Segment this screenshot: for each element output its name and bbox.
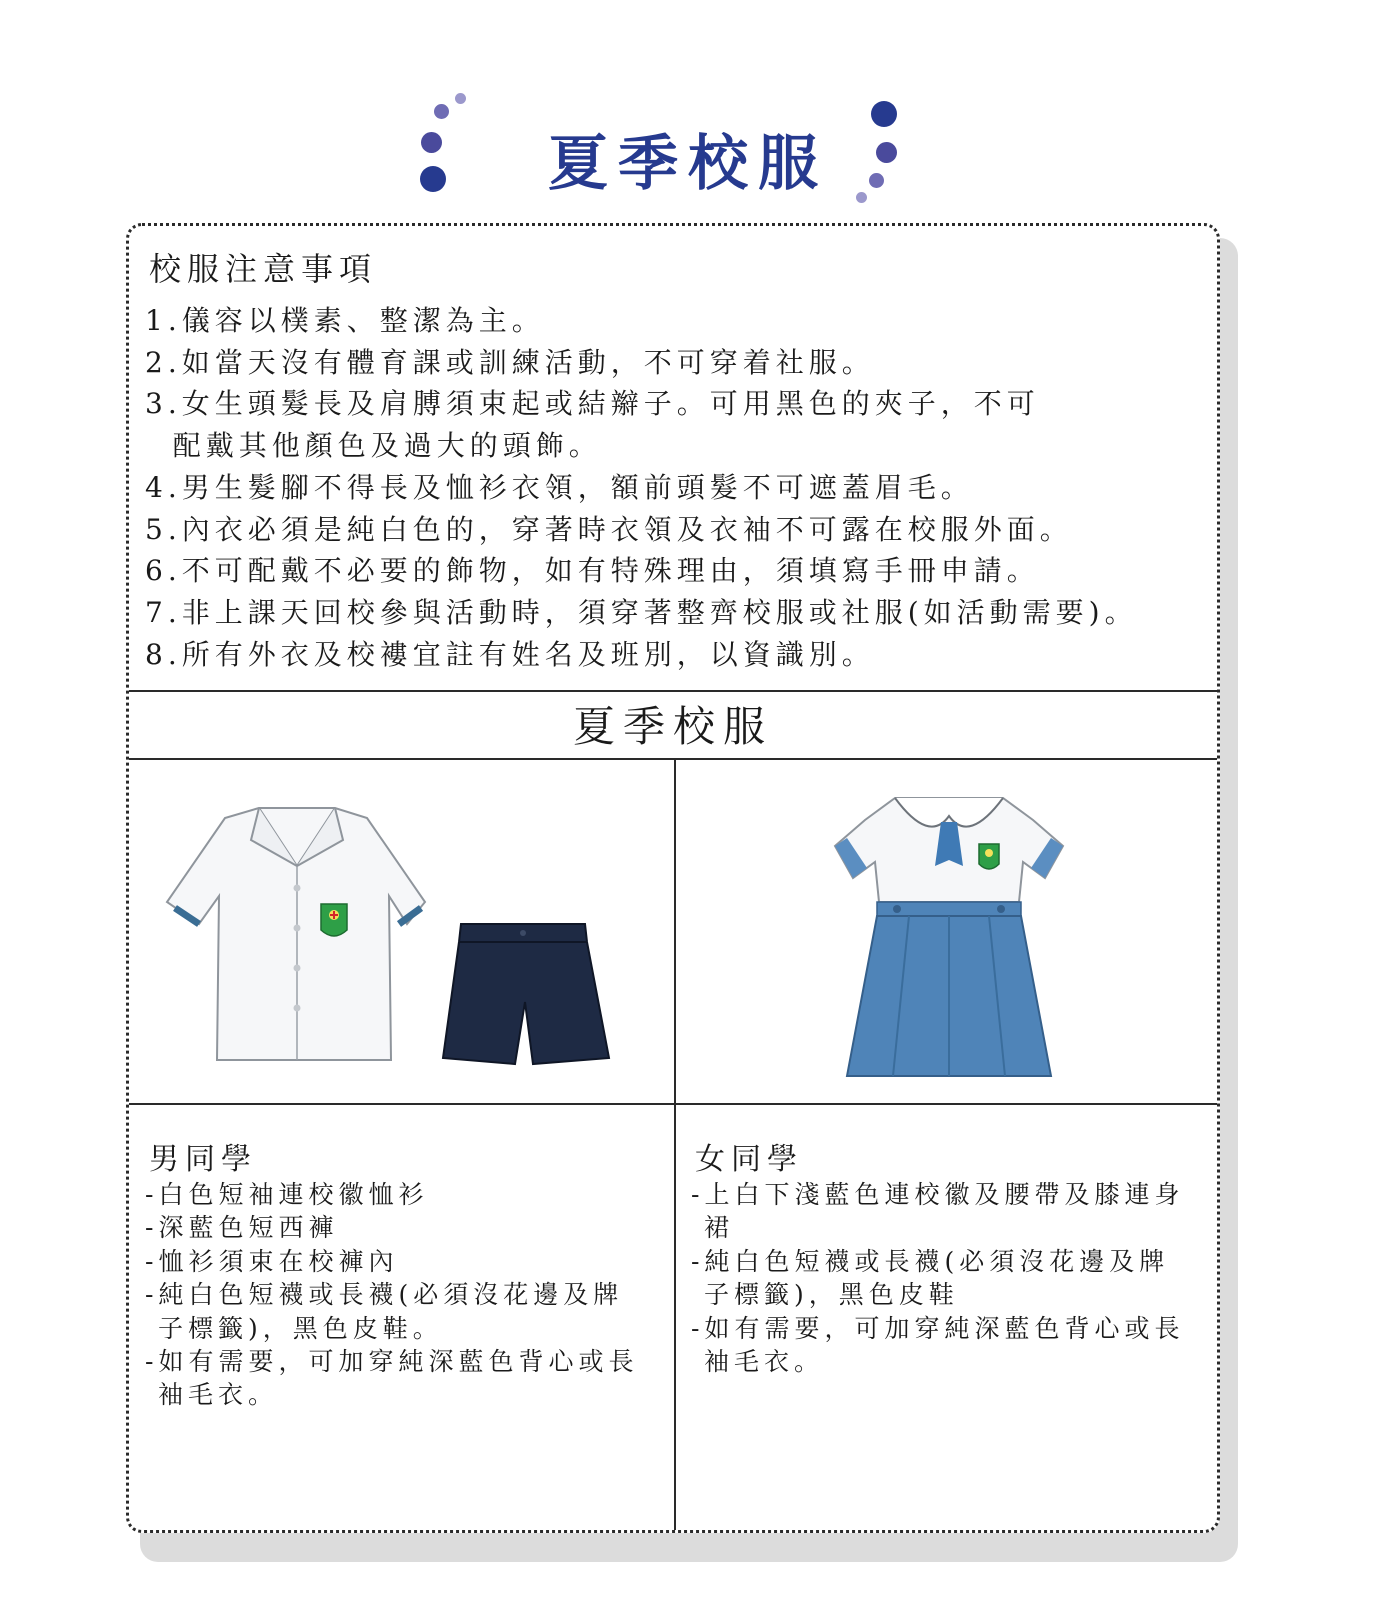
decor-dot: [869, 173, 884, 188]
note-item: 1.儀容以樸素、整潔為主。: [145, 304, 545, 337]
dress-icon: [835, 798, 1063, 1076]
boys-item: -純白色短襪或長襪(必須沒花邊及牌: [145, 1280, 624, 1310]
page-title: 夏季校服: [548, 129, 828, 199]
note-item: 4.男生髮腳不得長及恤衫衣領，額前頭髮不可遮蓋眉毛。: [145, 470, 974, 504]
shirt-icon: [167, 808, 425, 1060]
note-item: 3.女生頭髮長及肩膊須束起或結辮子。可用黑色的夾子，不可: [145, 387, 1040, 421]
decor-dot: [871, 101, 897, 127]
girls-item: -上白下淺藍色連校徽及腰帶及膝連身: [691, 1180, 1185, 1209]
column-divider: [674, 760, 676, 1530]
girls-item: -如有需要，可加穿純深藍色背心或長: [691, 1313, 1185, 1343]
boys-item: -如有需要，可加穿純深藍色背心或長: [145, 1347, 639, 1377]
divider: [129, 690, 1217, 692]
note-item: 8.所有外衣及校褸宜註有姓名及班別，以資識別。: [145, 637, 875, 671]
boy-uniform-illustration: [159, 796, 639, 1076]
girls-item: -純白色短襪或長襪(必須沒花邊及牌: [691, 1246, 1170, 1276]
girls-item: 子標籤)，黑色皮鞋: [691, 1280, 959, 1310]
decor-dot: [856, 192, 867, 203]
divider: [129, 758, 1217, 760]
girls-item: 袖毛衣。: [691, 1347, 824, 1377]
notes-list: [145, 300, 1138, 675]
school-badge-icon: [321, 904, 347, 936]
note-item: 5.內衣必須是純白色的，穿著時衣領及衣袖不可露在校服外面。: [145, 512, 1073, 546]
school-badge-icon: [979, 844, 999, 869]
note-item: 2.如當天沒有體育課或訓練活動，不可穿着社服。: [145, 345, 875, 379]
note-item: 6.不可配戴不必要的飾物，如有特殊理由，須填寫手冊申請。: [145, 554, 1040, 588]
note-item: 7.非上課天回校參與活動時，須穿著整齊校服或社服(如活動需要)。: [145, 595, 1138, 629]
boys-heading: 男同學: [149, 1142, 257, 1177]
boys-item: -恤衫須束在校褲內: [145, 1246, 399, 1276]
decor-dot: [876, 142, 897, 163]
section-title: 夏季校服: [572, 702, 773, 751]
boys-item: 袖毛衣。: [145, 1380, 278, 1410]
uniform-card: [126, 223, 1220, 1533]
boys-item: -白色短袖連校徽恤衫: [145, 1180, 429, 1209]
boys-item: -深藍色短西褲: [145, 1213, 339, 1243]
decor-dot: [455, 93, 466, 104]
note-item: 配戴其他顏色及過大的頭飾。: [145, 429, 602, 463]
girls-heading: 女同學: [695, 1142, 803, 1177]
girls-uniform-list: [691, 1178, 1184, 1378]
girl-uniform-illustration: [829, 786, 1069, 1086]
divider: [129, 1103, 1217, 1105]
shorts-icon: [443, 924, 609, 1064]
boys-uniform-list: [145, 1178, 638, 1412]
header: [0, 80, 1376, 220]
notes-heading: 校服注意事項: [149, 250, 378, 288]
boys-item: 子標籤)，黑色皮鞋。: [145, 1313, 443, 1343]
girls-item: 裙: [691, 1213, 734, 1243]
